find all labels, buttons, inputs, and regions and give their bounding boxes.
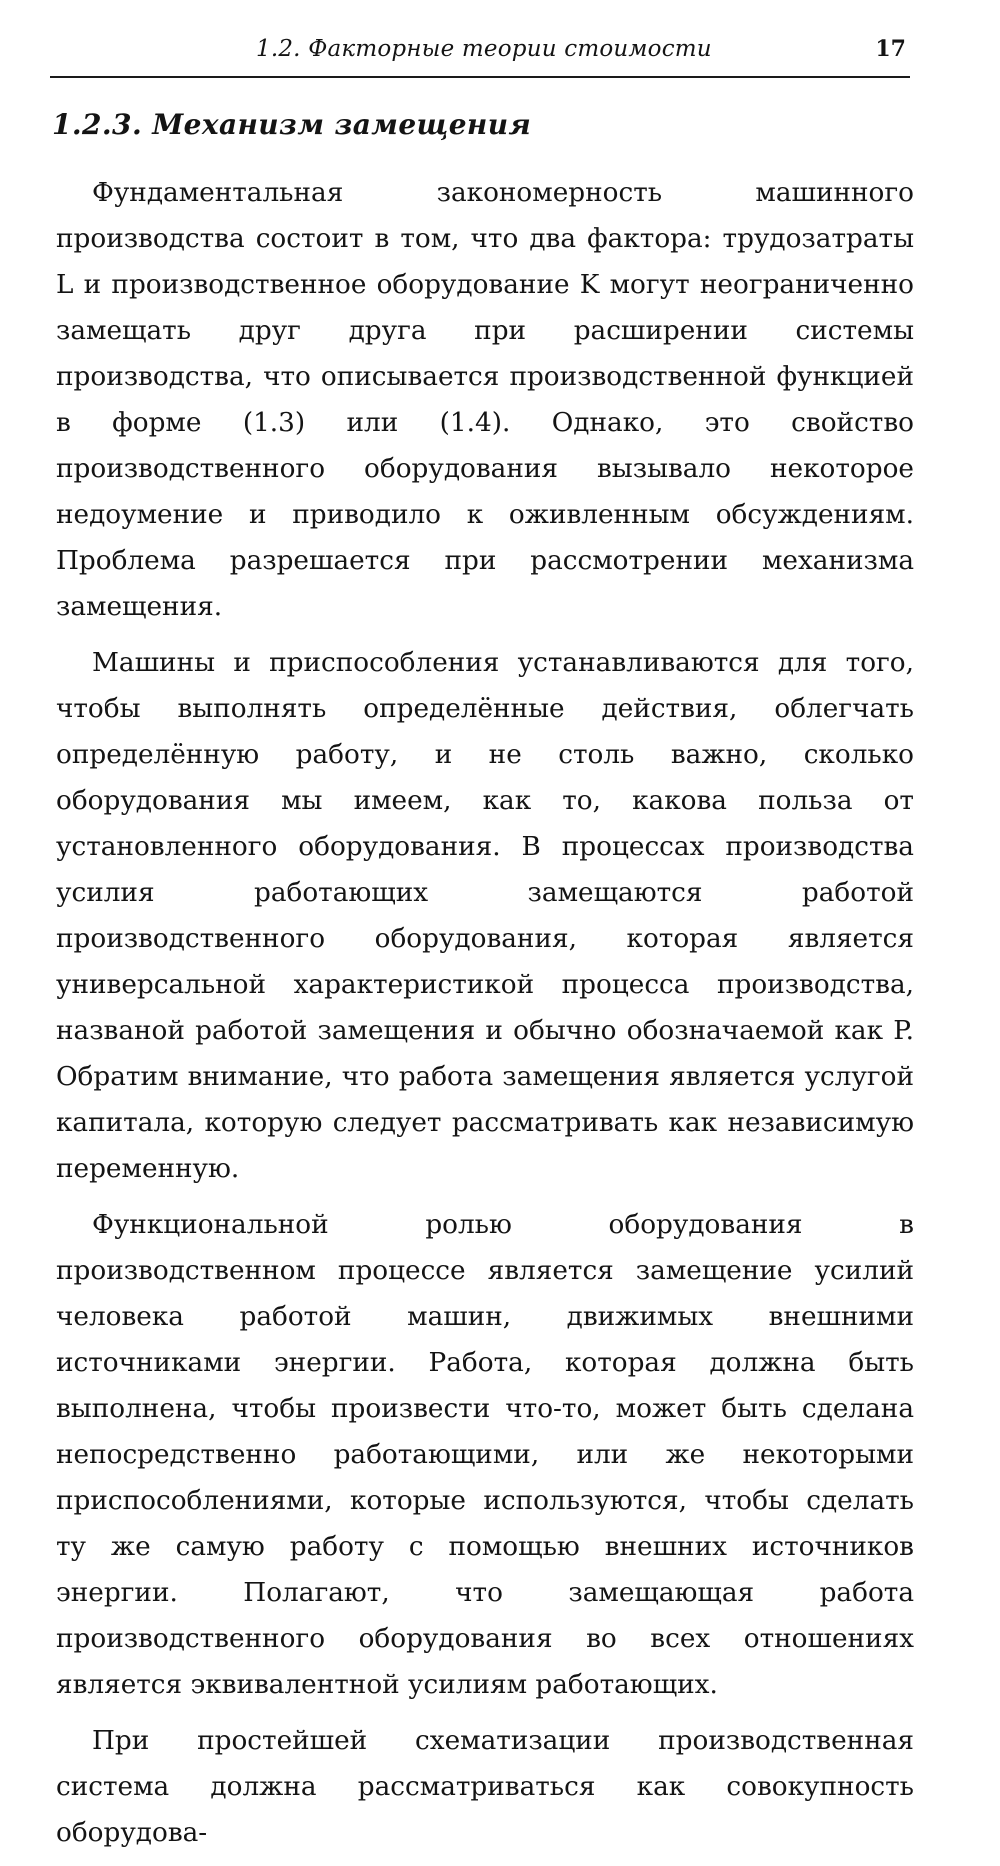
paragraph: Машины и приспособления устанавливаются для того, чтобы выполнять определённые действия, облегчать определённую работу, и не столь важно, сколько оборудования мы имеем, как то, какова польза от установленного оборудования. В процессах производства усилия работающих замещаются работой производственного оборудования, которая является универсальной характеристикой процесса производства, названой работой замещения и обычно обозначаемой как P. Обратим внимание, что работа замещения является услугой капитала, которую следует рассматривать как независимую переменную. xyxy=(56,648,914,1184)
running-header xyxy=(50,28,910,78)
running-title: 1.2. Факторные теории стоимости xyxy=(256,36,712,62)
body-text xyxy=(56,170,914,1866)
paragraph: Фундаментальная закономерность машинного производства состоит в том, что два фактора: трудозатраты L и производственное оборудование K могут неограниченно замещать друг друга при расширении системы производства, что описывается производственной функцией в форме (1.3) или (1.4). Однако, это свойство производственного оборудования вызывало некоторое недоумение и приводило к оживленным обсуждениям. Проблема разрешается при рассмотрении механизма замещения. xyxy=(56,178,914,622)
paragraph: Функциональной ролью оборудования в производственном процессе является замещение усилий человека работой машин, движимых внешними источниками энергии. Работа, которая должна быть выполнена, чтобы произвести что-то, может быть сделана непосредственно работающими, или же некоторыми приспособлениями, которые используются, чтобы сделать ту же самую работу с помощью внешних источников энергии. Полагают, что замещающая работа производственного оборудования во всех отношениях является эквивалентной усилиям работающих. xyxy=(56,1210,914,1700)
paragraph: При простейшей схематизации производственная система должна рассматриваться как совокупность оборудова- xyxy=(56,1726,914,1848)
section-heading: 1.2.3. Механизм замещения xyxy=(52,108,532,141)
page-number: 17 xyxy=(875,36,906,62)
